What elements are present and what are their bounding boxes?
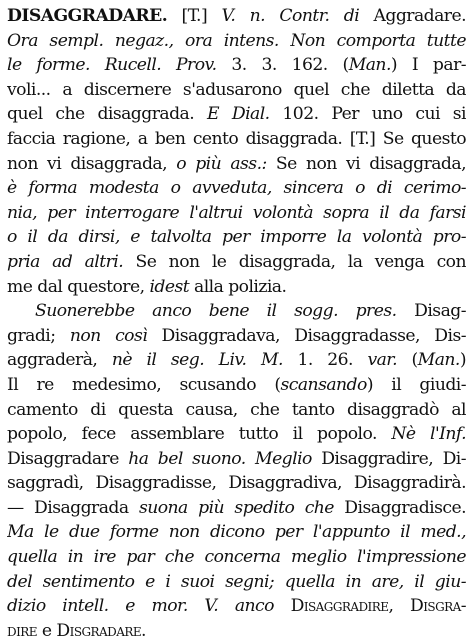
text-segment: Disaggradire, Di- xyxy=(311,448,466,469)
text-segment: alla polizia. xyxy=(189,276,287,297)
text-segment: quel che disaggrada. xyxy=(7,104,207,125)
text-segment: non vi disaggrada, xyxy=(7,153,177,174)
text-line xyxy=(7,299,466,324)
text-line xyxy=(7,471,466,496)
text-segment: ) I par- xyxy=(390,55,466,76)
text-segment: suona più spedito che xyxy=(138,497,334,518)
text-segment: Disgradare xyxy=(56,620,142,641)
text-line xyxy=(7,570,466,595)
text-line xyxy=(7,102,466,127)
text-segment: gradi; xyxy=(7,325,70,346)
text-segment: è forma modesta o avveduta, sincera o di cerimo- xyxy=(7,178,466,199)
text-segment: Disaggradare xyxy=(7,448,129,469)
text-segment: Man. xyxy=(348,55,391,76)
text-segment: quella in ire par che concerna meglio l'impressione xyxy=(7,547,466,568)
text-segment: Se non vi disaggrada, xyxy=(266,153,466,174)
text-segment: le forme. Rucell. Prov. xyxy=(7,55,217,76)
text-line xyxy=(7,348,466,373)
text-segment: var. xyxy=(367,350,397,371)
text-line xyxy=(7,398,466,423)
text-line xyxy=(7,545,466,570)
text-segment: idest xyxy=(149,276,190,297)
text-line xyxy=(7,520,466,545)
text-segment: Man. xyxy=(417,350,460,371)
text-segment: Aggradare. xyxy=(359,6,466,26)
text-line xyxy=(7,225,466,250)
text-segment: Suonerebbe anco bene il sogg. pres. xyxy=(35,301,397,322)
text-segment: Disaggradire xyxy=(290,596,389,617)
text-segment: camento di questa causa, che tanto disaggradò al xyxy=(7,399,466,420)
text-segment: aggraderà, xyxy=(7,350,112,371)
text-segment: — Disaggrada xyxy=(7,497,139,518)
headword: DISAGGRADARE. xyxy=(7,6,168,26)
text-segment: voli... a discernere s'adusarono quel che diletta da xyxy=(7,79,466,100)
text-segment: dizio intell. e mor. V. anco xyxy=(7,596,274,617)
text-segment: Il re medesimo, scusando ( xyxy=(7,374,281,395)
text-line xyxy=(7,29,466,54)
text-segment: E Dial. xyxy=(207,104,270,125)
text-segment: nè il seg. Liv. M. xyxy=(111,350,283,371)
text-line xyxy=(7,4,466,29)
text-segment: faccia ragione, a ben cento disaggrada. [T.] Se questo xyxy=(7,128,466,149)
text-segment: ( xyxy=(396,350,418,371)
text-segment: . xyxy=(141,620,146,641)
text-segment: pria ad altri. xyxy=(7,251,124,272)
text-line xyxy=(7,422,466,447)
text-line xyxy=(7,619,466,643)
text-segment: popolo, fece assemblare tutto il popolo. xyxy=(7,424,392,445)
text-segment: e xyxy=(36,620,57,641)
text-line xyxy=(7,496,466,521)
text-segment: scansando xyxy=(280,374,367,395)
text-segment: non così xyxy=(69,325,148,346)
text-line xyxy=(7,594,466,619)
text-segment: , xyxy=(388,596,411,617)
text-segment: Disaggradisce. xyxy=(333,497,466,518)
text-segment: ) xyxy=(459,350,466,371)
text-segment: o più ass.: xyxy=(176,153,267,174)
text-line xyxy=(7,176,466,201)
text-segment: Ma le due forme non dicono per l'appunto il med., xyxy=(7,522,466,543)
text-segment: me dal questore, xyxy=(7,276,150,297)
text-line xyxy=(7,373,466,398)
text-segment xyxy=(274,596,291,616)
text-segment: [T.] xyxy=(167,6,222,26)
text-line xyxy=(7,201,466,226)
text-segment: nia, per interrogare l'altrui volontà sopra il da farsi xyxy=(7,202,466,223)
text-line xyxy=(7,127,466,152)
text-segment: 1. 26. xyxy=(282,350,368,371)
text-segment: o il da dirsi, e talvolta per imporre la volontà pro- xyxy=(7,227,466,248)
text-segment: 102. Per uno cui si xyxy=(269,104,466,125)
text-line xyxy=(7,447,466,472)
text-line xyxy=(7,250,466,275)
text-segment: saggradì, Disaggradisse, Disaggradiva, Disaggradirà. xyxy=(7,473,466,494)
text-line xyxy=(7,53,466,78)
text-segment: Disaggradava, Disaggradasse, Dis- xyxy=(147,325,466,346)
text-segment: V. n. Contr. di xyxy=(221,6,360,26)
text-line xyxy=(7,78,466,103)
text-segment: Nè l'Inf. xyxy=(391,424,466,445)
text-line xyxy=(7,275,466,300)
text-segment: Disgra- xyxy=(410,596,466,617)
text-segment: dire xyxy=(7,620,37,641)
text-segment: Disag- xyxy=(396,301,466,322)
text-segment: 3. 3. 162. ( xyxy=(216,55,349,76)
text-line xyxy=(7,324,466,349)
text-segment: Se non le disaggrada, la venga con xyxy=(123,251,466,272)
text-segment: del sentimento e i suoi segni; quella in are, il giu- xyxy=(7,571,466,592)
text-segment: ) il giudi- xyxy=(366,374,466,395)
text-line xyxy=(7,152,466,177)
text-segment: ha bel suono. Meglio xyxy=(128,448,312,469)
text-segment: Ora sempl. negaz., ora intens. Non comporta tutte xyxy=(7,30,466,51)
